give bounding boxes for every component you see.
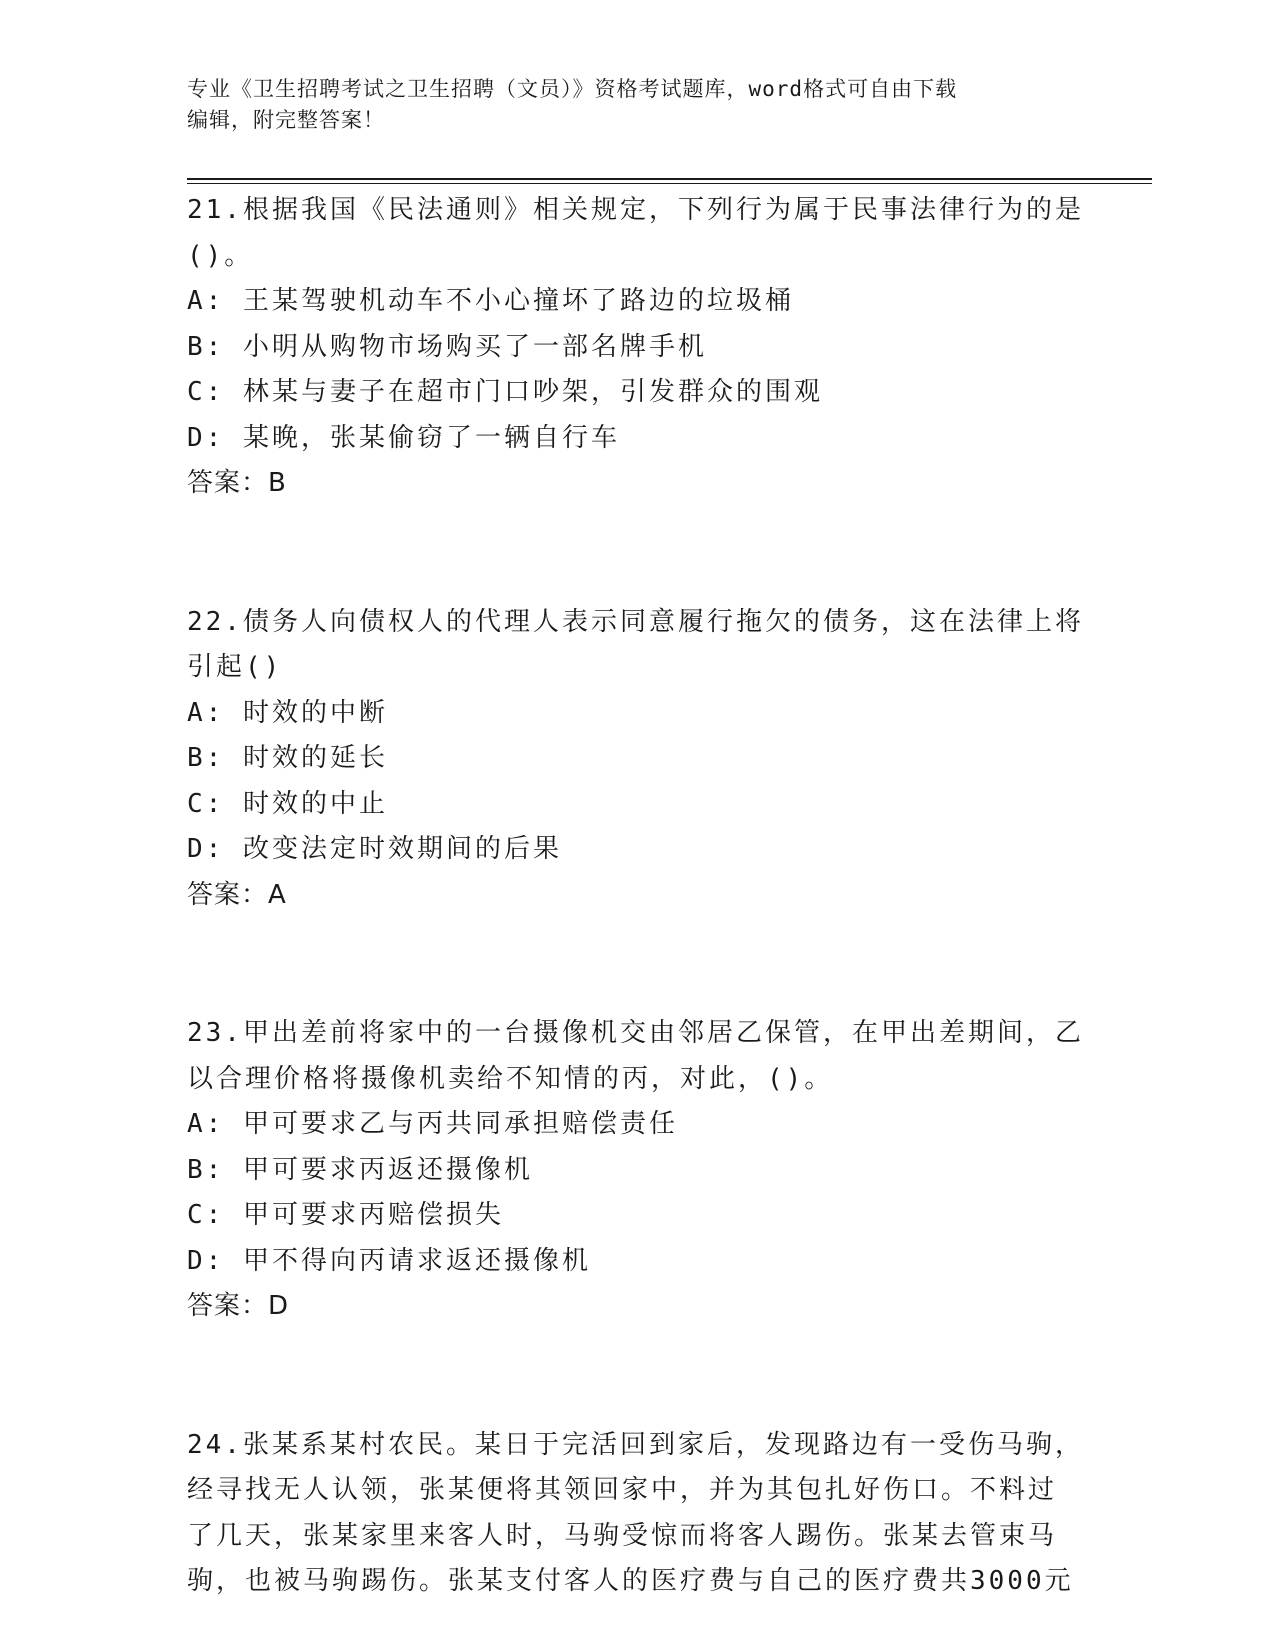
header-line-1: 专业《卫生招聘考试之卫生招聘（文员）》资格考试题库，word格式可自由下载 — [187, 77, 958, 101]
answer-line: 答案：A — [187, 879, 287, 910]
question-spacer — [187, 507, 1087, 600]
option-a: A: 时效的中断 — [187, 697, 388, 728]
option-c: C: 甲可要求丙赔偿损失 — [187, 1200, 504, 1230]
option-b: B: 小明从购物市场购买了一部名牌手机 — [187, 331, 707, 362]
question-stem-line: 23.甲出差前将家中的一台摄像机交由邻居乙保管，在甲出差期间，乙 — [187, 1018, 1084, 1048]
question-stem-line: 22.债务人向债权人的代理人表示同意履行拖欠的债务，这在法律上将 — [187, 606, 1084, 637]
question-stem-line: 驹，也被马驹踢伤。张某支付客人的医疗费与自己的医疗费共3000元 — [187, 1566, 1074, 1596]
option-d: D: 改变法定时效期间的后果 — [187, 834, 562, 864]
question-stem-line: 了几天，张某家里来客人时，马驹受惊而将客人踢伤。张某去管束马 — [187, 1520, 1058, 1551]
option-b: B: 时效的延长 — [187, 743, 388, 773]
question-24 — [187, 1423, 1087, 1605]
option-b: B: 甲可要求丙返还摄像机 — [187, 1154, 533, 1185]
question-stem-line: 21.根据我国《民法通则》相关规定，下列行为属于民事法律行为的是 — [187, 195, 1084, 225]
option-a: A: 王某驾驶机动车不小心撞坏了路边的垃圾桶 — [187, 286, 794, 316]
question-21 — [187, 188, 1087, 507]
question-stem-line: 经寻找无人认领，张某便将其领回家中，并为其包扎好伤口。不料过 — [187, 1475, 1058, 1505]
header-line-2: 编辑，附完整答案！ — [187, 108, 385, 132]
option-c: C: 林某与妻子在超市门口吵架，引发群众的围观 — [187, 377, 823, 407]
option-d: D: 甲不得向丙请求返还摄像机 — [187, 1245, 591, 1276]
page-header — [187, 74, 1067, 136]
question-23 — [187, 1011, 1087, 1330]
answer-line: 答案：B — [187, 468, 287, 498]
question-list — [187, 188, 1087, 1605]
question-stem-line: ()。 — [187, 240, 254, 271]
question-22 — [187, 600, 1087, 919]
question-stem-line: 24.张某系某村农民。某日于完活回到家后，发现路边有一受伤马驹， — [187, 1429, 1084, 1460]
option-c: C: 时效的中止 — [187, 788, 388, 819]
question-stem-line: 以合理价格将摄像机卖给不知情的丙，对此，()。 — [187, 1063, 834, 1094]
option-a: A: 甲可要求乙与丙共同承担赔偿责任 — [187, 1109, 678, 1139]
question-spacer — [187, 918, 1087, 1011]
question-stem-line: 引起() — [187, 652, 283, 682]
option-d: D: 某晚，张某偷窃了一辆自行车 — [187, 422, 620, 453]
header-rule-thin — [187, 183, 1152, 184]
header-rule-thick — [187, 178, 1152, 180]
answer-line: 答案：D — [187, 1291, 290, 1321]
question-spacer — [187, 1330, 1087, 1423]
